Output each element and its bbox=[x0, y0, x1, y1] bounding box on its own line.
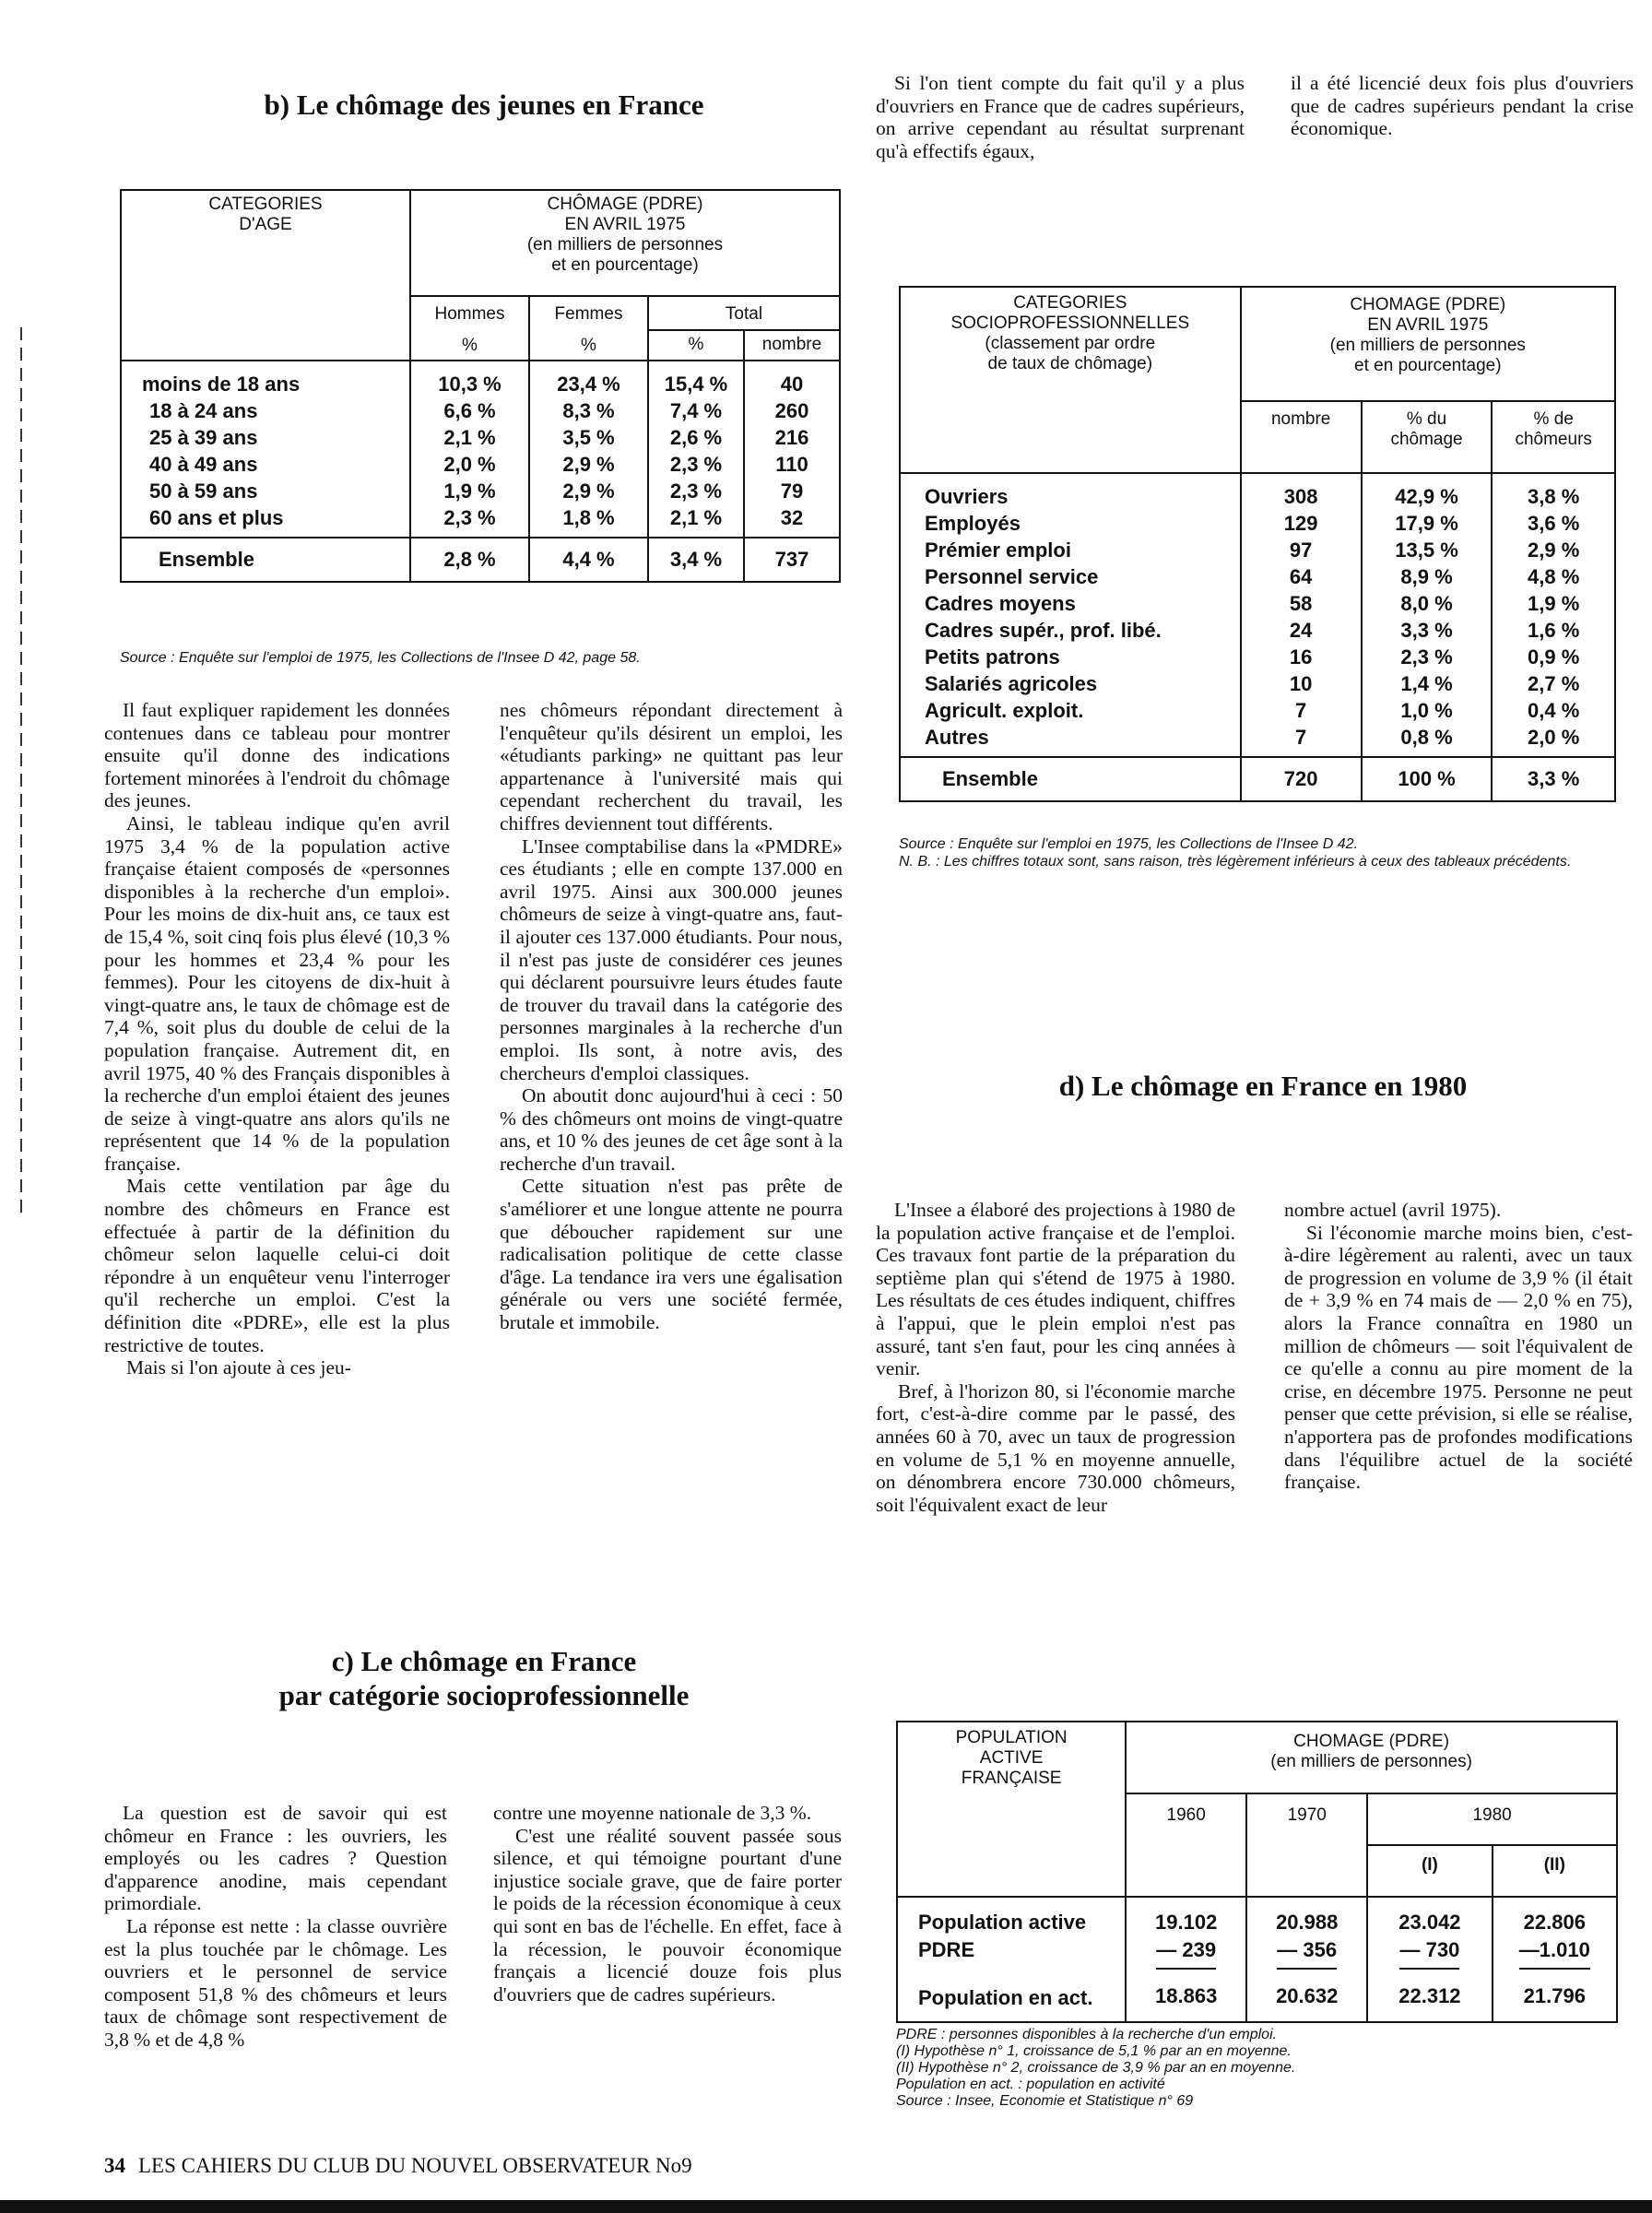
unemployment-header: CHOMAGE (PDRE) EN AVRIL 1975 (en milliers de personnes et en pourcentage) bbox=[1241, 287, 1615, 401]
table-row-label: 25 à 39 ans bbox=[149, 426, 258, 449]
socioprofessional-table bbox=[899, 286, 1616, 802]
paragraph: La question est de savoir qui est chômeur en France : les ouvriers, les employés ou les cadres ? Question d'apparence anodine, mais cependant primordiale. bbox=[104, 1802, 447, 1915]
section-d-column-1 bbox=[876, 1199, 1235, 1516]
year-1970-header: 1970 bbox=[1246, 1793, 1367, 1897]
age-category-header: CATEGORIES D'AGE bbox=[121, 190, 410, 361]
year-1960-header: 1960 bbox=[1126, 1793, 1246, 1897]
femmes-header: Femmes % bbox=[529, 296, 648, 361]
total-pct-header: % bbox=[648, 330, 744, 361]
paragraph: Ainsi, le tableau indique qu'en avril 1975 3,4 % de la population active française étaient composés de «personnes disponibles à la recherche d'un emploi». Pour les moins de dix-huit ans, ce taux est de 15,4 %, soit cinq fois plus élevé (10,3 % pour les hommes et 23,4 % pour les femmes). Pour les citoyens de dix-huit à vingt-quatre ans, le taux de chômage est de 7,4 %, soit plus du double de celui de la population française. Autrement dit, en avril 1975, 40 % des Français disponibles à la recherche d'un emploi étaient des jeunes de seize à vingt-quatre ans alors qu'ils ne représentent que 14 % de la population française. bbox=[104, 811, 450, 1175]
table-row-label: Ouvriers bbox=[925, 485, 1009, 508]
paragraph: Mais si l'on ajoute à ces jeu- bbox=[126, 1356, 351, 1379]
values-1980-hyp1: 23.042 — 730 22.312 bbox=[1367, 1897, 1492, 2022]
paragraph: La réponse est nette : la classe ouvrière est la plus touchée par le chômage. Les ouvriers et le personnel de service composent 51,8 % des chômeurs et leurs taux de chômage sont respectivement de 3,8 % et de 4,8 % bbox=[104, 1914, 447, 2051]
projection-1980-table bbox=[896, 1721, 1618, 2023]
section-c-heading: c) Le chômage en France par catégorie socioprofessionnelle bbox=[278, 1645, 690, 1711]
page-number: 34 bbox=[104, 2154, 125, 2177]
paragraph: L'Insee comptabilise dans la «PMDRE» ces étudiants ; elle en compte 137.000 en avril 1975. Ainsi aux 300.000 jeunes chômeurs de seize à vingt-quatre ans, faut-il ajouter ces 137.000 étudiants. Pour nous, il n'est pas juste de considérer ces jeunes qui déclarent poursuivre leurs études faute de trouver du travail dans la catégorie des personnes marginales à la recherche d'un emploi. Ils sont, à notre avis, des chercheurs d'emploi classiques. bbox=[500, 834, 843, 1084]
section-d-heading: d) Le chômage en France en 1980 bbox=[1058, 1070, 1468, 1102]
paragraph: contre une moyenne nationale de 3,3 %. bbox=[493, 1802, 812, 1824]
youth-unemployment-table bbox=[120, 189, 841, 583]
values-1960: 19.102 — 239 18.863 bbox=[1126, 1897, 1246, 2022]
unemployment-header: CHÔMAGE (PDRE) EN AVRIL 1975 (en milliers de personnes et en pourcentage) bbox=[410, 190, 840, 296]
table-row-label: 50 à 59 ans bbox=[149, 479, 258, 503]
table-row-label: Population en act. bbox=[918, 1986, 1093, 2009]
section-c-notes: Source : Enquête sur l'emploi en 1975, les Collections de l'Insee D 42. N. B. : Les chiffres totaux sont, sans raison, très légèrement inférieurs à ceux des tableaux précédents. bbox=[899, 836, 1572, 870]
table-total-row: Ensemble 2,8 % 4,4 % 3,4 % 737 bbox=[121, 538, 840, 582]
page-footer bbox=[104, 2154, 934, 2178]
total-header: Total bbox=[648, 296, 840, 330]
section-d-notes: PDRE : personnes disponibles à la recherche d'un emploi. (I) Hypothèse n° 1, croissance de 5,1 % par an en moyenne. (II) Hypothèse n° 2, croissance de 3,9 % par an en moyenne. Population en act. : population en activité Source : Insee, Economie et Statistique n° 69 bbox=[896, 2027, 1296, 2109]
paragraph: Bref, à l'horizon 80, si l'économie marche fort, c'est-à-dire comme par le passé, des années 60 à 70, avec un taux de progression en volume de 5,1 % en moyenne annuelle, on dénombrera encore 730.000 chômeurs, soit l'équivalent exact de leur bbox=[876, 1379, 1235, 1516]
paragraph: Mais cette ventilation par âge du nombre des chômeurs en France est effectuée à partir de la définition du chômeur selon laquelle celui-ci doit répondre à un enquêteur venu l'interroger qu'il recherche un emploi. C'est la définition dite «PDRE», elle est la plus restrictive de toutes. bbox=[104, 1175, 450, 1356]
pct-du-chomage-values: 42,9 % 17,9 % 13,5 % 8,9 % 8,0 % 3,3 % 2,3 % 1,4 % 1,0 % 0,8 % bbox=[1362, 473, 1493, 757]
section-c-continuation-1 bbox=[876, 72, 1245, 162]
section-b-column-1 bbox=[104, 699, 450, 1379]
paragraph: nombre actuel (avril 1975). bbox=[1284, 1199, 1502, 1221]
total-nombre-header: nombre bbox=[744, 330, 840, 361]
socioprofessional-category-header: CATEGORIES SOCIOPROFESSIONNELLES (classement par ordre de taux de chômage) bbox=[900, 287, 1241, 473]
table-row-label: PDRE bbox=[918, 1938, 975, 1961]
paragraph: Il faut expliquer rapidement les données contenues dans ce tableau pour montrer ensuite qu'il donne des indications fortement minorées à l'endroit du chômage des jeunes. bbox=[104, 699, 450, 812]
table-row-label: 60 ans et plus bbox=[149, 506, 284, 529]
age-labels-cell bbox=[121, 361, 410, 538]
hypothesis-2-header: (II) bbox=[1493, 1845, 1617, 1897]
scan-margin-marks bbox=[20, 327, 22, 1213]
section-b-column-2 bbox=[500, 699, 843, 1334]
hommes-header: Hommes % bbox=[410, 296, 529, 361]
table-row-label: Cadres moyens bbox=[925, 592, 1076, 615]
values-1970: 20.988 — 356 20.632 bbox=[1246, 1897, 1367, 2022]
table-row-label: Autres bbox=[925, 726, 989, 749]
paragraph: Cette situation n'est pas prête de s'améliorer et une longue attente ne pourra que déboucher rapidement sur une radicalisation politique de cette classe d'âge. La tendance ira vers une égalisation générale ou vers une société fermée, brutale et immobile. bbox=[500, 1175, 843, 1334]
table-row-label: Population active bbox=[918, 1911, 1087, 1934]
section-b-heading: b) Le chômage des jeunes en France bbox=[264, 89, 704, 121]
table-row-label: Employés bbox=[925, 512, 1021, 535]
paragraph: C'est une réalité souvent passée sous silence, et qui témoigne pourtant d'une injustice sociale grave, que de faire porter le poids de la récession économique à ceux qui sont en bas de l'échelle. En effet, face à la récession, le pouvoir économique français a licencié douze fois plus d'ouvriers que de cadres supérieurs. bbox=[493, 1824, 842, 2006]
section-c-column-2 bbox=[493, 1802, 842, 2006]
table-total-row: Ensemble 720 100 % 3,3 % bbox=[900, 757, 1615, 801]
unemployment-header: CHOMAGE (PDRE) (en milliers de personnes) bbox=[1126, 1722, 1617, 1793]
section-c-continuation-2 bbox=[1291, 72, 1634, 140]
paragraph: Si l'économie marche moins bien, c'est-à-dire légèrement au ralenti, avec un taux de progression en volume de 3,9 % (il était de + 3,9 % en 74 mais de — 2,0 % en 75), alors la France connaîtra en 1980 un million de chômeurs — soit l'équivalent de ce qu'elle a connu au pire moment de la crise, en décembre 1975. Personne ne peut penser que cette prévision, si elle se réalise, n'apportera pas de profondes modifications dans l'équilibre actuel de la société française. bbox=[1284, 1221, 1633, 1494]
paragraph: il a été licencié deux fois plus d'ouvriers que de cadres supérieurs pendant la crise économique. bbox=[1291, 72, 1634, 140]
table-row-label: Agricult. exploit. bbox=[925, 699, 1084, 722]
values-1980-hyp2: 22.806 —1.010 21.796 bbox=[1493, 1897, 1617, 2022]
table-row-label: Prémier emploi bbox=[925, 538, 1071, 562]
paragraph: nes chômeurs répondant directement à l'enquêteur qu'ils désirent un emploi, les «étudiants parking» ne quittant pas leur appartenance à l'université mais qui cependant recherchent du travail, les chiffres deviennent tout différents. bbox=[500, 699, 843, 834]
nombre-header: nombre bbox=[1241, 401, 1362, 473]
pct-de-chomeurs-header: % de chômeurs bbox=[1492, 401, 1615, 473]
table-row-label: 18 à 24 ans bbox=[149, 399, 258, 422]
femmes-values: 23,4 % 8,3 % 3,5 % 2,9 % 2,9 % 1,8 % bbox=[529, 361, 648, 538]
hypothesis-1-header: (I) bbox=[1367, 1845, 1492, 1897]
table-row-label: Salariés agricoles bbox=[925, 672, 1098, 695]
nombre-values: 40 260 216 110 79 32 bbox=[744, 361, 840, 538]
section-d-column-2 bbox=[1284, 1199, 1633, 1494]
table-row-label: Cadres supér., prof. libé. bbox=[925, 619, 1162, 642]
category-labels-cell bbox=[900, 473, 1241, 757]
total-pct-values: 15,4 % 7,4 % 2,6 % 2,3 % 2,3 % 2,1 % bbox=[648, 361, 744, 538]
table-row-label: Personnel service bbox=[925, 565, 1099, 588]
publication-title: LES CAHIERS DU CLUB DU NOUVEL OBSERVATEUR No9 bbox=[138, 2154, 692, 2177]
population-header: POPULATION ACTIVE FRANÇAISE bbox=[897, 1722, 1126, 1897]
hommes-values: 10,3 % 6,6 % 2,1 % 2,0 % 1,9 % 2,3 % bbox=[410, 361, 529, 538]
paragraph: L'Insee a élaboré des projections à 1980 de la population active française et de l'emploi. Ces travaux font partie de la préparation du septième plan qui s'étend de 1975 à 1980. Les résultats de ces études indiquent, chiffres à l'appui, que le plein emploi n'est pas assuré, tant s'en faut, pour les cinq années à venir. bbox=[876, 1199, 1235, 1380]
bottom-border bbox=[0, 2200, 1652, 2213]
table-row-label: Petits patrons bbox=[925, 645, 1060, 669]
section-c-column-1 bbox=[104, 1802, 447, 2052]
paragraph: On aboutit donc aujourd'hui à ceci : 50 % des chômeurs ont moins de vingt-quatre ans, et 10 % des jeunes de cet âge sont à la recherche d'un travail. bbox=[500, 1084, 843, 1175]
nombre-values: 308 129 97 64 58 24 16 10 7 7 bbox=[1241, 473, 1362, 757]
section-b-source: Source : Enquête sur l'emploi de 1975, les Collections de l'Insee D 42, page 58. bbox=[120, 650, 641, 666]
population-labels-cell bbox=[897, 1897, 1126, 2022]
paragraph: Si l'on tient compte du fait qu'il y a plus d'ouvriers en France que de cadres supérieurs, on arrive cependant au résultat surprenant qu'à effectifs égaux, bbox=[876, 72, 1245, 162]
table-row-label: 40 à 49 ans bbox=[149, 453, 258, 476]
pct-du-chomage-header: % du chômage bbox=[1362, 401, 1493, 473]
year-1980-header: 1980 bbox=[1367, 1793, 1617, 1845]
table-row-label: moins de 18 ans bbox=[142, 373, 301, 396]
pct-de-chomeurs-values: 3,8 % 3,6 % 2,9 % 4,8 % 1,9 % 1,6 % 0,9 % 2,7 % 0,4 % 2,0 % bbox=[1492, 473, 1615, 757]
